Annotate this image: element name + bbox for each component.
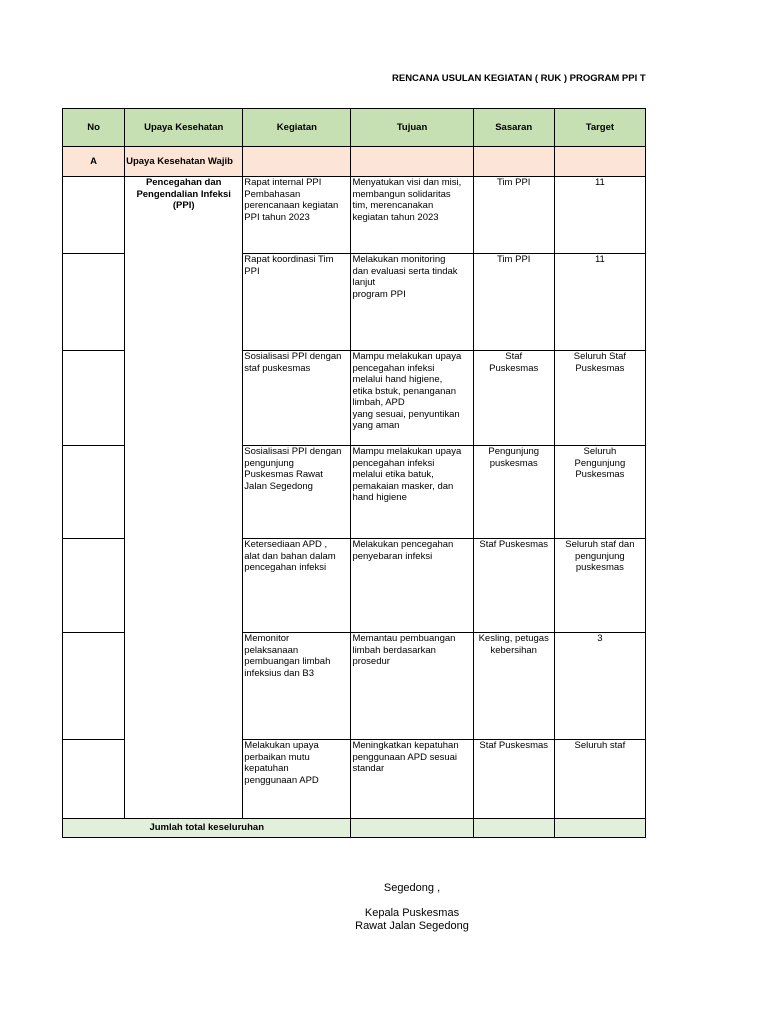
target-cell: 3 <box>554 633 645 740</box>
sasaran-cell: Staf Puskesmas <box>473 740 554 819</box>
header-tujuan: Tujuan <box>351 109 473 147</box>
header-kegiatan: Kegiatan <box>243 109 351 147</box>
signature-title-line1: Kepala Puskesmas <box>364 907 460 919</box>
tujuan-cell: Meningkatkan kepatuhan penggunaan APD sesuai standar <box>351 740 473 819</box>
ruk-table <box>62 108 646 838</box>
signature-place: Segedong , <box>383 882 441 894</box>
section-row <box>63 147 646 177</box>
header-upaya-kesehatan: Upaya Kesehatan <box>125 109 243 147</box>
sasaran-cell: Tim PPI <box>473 177 554 254</box>
header-sasaran: Sasaran <box>473 109 554 147</box>
tujuan-cell: Mampu melakukan upaya pencegahan infeksi melalui hand higiene, etika bstuk, penanganan limbah, APD yang sesuai, penyuntikan yang aman <box>351 351 473 446</box>
target-cell: Seluruh Pengunjung Puskesmas <box>554 446 645 539</box>
kegiatan-cell: Sosialisasi PPI dengan staf puskesmas <box>243 351 351 446</box>
tujuan-cell: Melakukan pencegahan penyebaran infeksi <box>351 539 473 633</box>
kegiatan-cell: Rapat koordinasi Tim PPI <box>243 254 351 351</box>
header-row <box>63 109 646 147</box>
row-no <box>63 446 125 539</box>
sasaran-cell: Staf Puskesmas <box>473 351 554 446</box>
row-no <box>63 740 125 819</box>
row-no <box>63 633 125 740</box>
row-no <box>63 177 125 254</box>
sasaran-cell: Kesling, petugas kebersihan <box>473 633 554 740</box>
section-no: A <box>63 147 125 177</box>
document-title: RENCANA USULAN KEGIATAN ( RUK ) PROGRAM PPI T <box>392 73 646 84</box>
tujuan-cell: Melakukan monitoring dan evaluasi serta tindak lanjut program PPI <box>351 254 473 351</box>
tujuan-cell: Mampu melakukan upaya pencegahan infeksi melalui etika batuk, pemakaian masker, dan hand higiene <box>351 446 473 539</box>
row-no <box>63 254 125 351</box>
target-cell: Seluruh staf <box>554 740 645 819</box>
upaya-kesehatan-cell: Pencegahan dan Pengendalian Infeksi (PPI) <box>125 177 243 819</box>
section-label: Upaya Kesehatan Wajib <box>125 147 243 177</box>
target-cell: 11 <box>554 177 645 254</box>
total-row <box>63 819 646 838</box>
target-cell: 11 <box>554 254 645 351</box>
sasaran-cell: Tim PPI <box>473 254 554 351</box>
target-cell: Seluruh staf dan pengunjung puskesmas <box>554 539 645 633</box>
row-no <box>63 351 125 446</box>
tujuan-cell: Memantau pembuangan limbah berdasarkan prosedur <box>351 633 473 740</box>
kegiatan-cell: Ketersediaan APD , alat dan bahan dalam pencegahan infeksi <box>243 539 351 633</box>
signature-block <box>330 882 494 933</box>
sasaran-cell: Staf Puskesmas <box>473 539 554 633</box>
kegiatan-cell: Memonitor pelaksanaan pembuangan limbah infeksius dan B3 <box>243 633 351 740</box>
row-no <box>63 539 125 633</box>
total-label: Jumlah total keseluruhan <box>63 819 351 838</box>
sasaran-cell: Pengunjung puskesmas <box>473 446 554 539</box>
table-row <box>63 177 646 254</box>
header-no: No <box>63 109 125 147</box>
tujuan-cell: Menyatukan visi dan misi, membangun solidaritas tim, merencanakan kegiatan tahun 2023 <box>351 177 473 254</box>
header-target: Target <box>554 109 645 147</box>
kegiatan-cell: Rapat internal PPI Pembahasan perencanaan kegiatan PPI tahun 2023 <box>243 177 351 254</box>
signature-title-line2: Rawat Jalan Segedong <box>355 920 469 932</box>
target-cell: Seluruh Staf Puskesmas <box>554 351 645 446</box>
kegiatan-cell: Melakukan upaya perbaikan mutu kepatuhan penggunaan APD <box>243 740 351 819</box>
kegiatan-cell: Sosialisasi PPI dengan pengunjung Puskesmas Rawat Jalan Segedong <box>243 446 351 539</box>
